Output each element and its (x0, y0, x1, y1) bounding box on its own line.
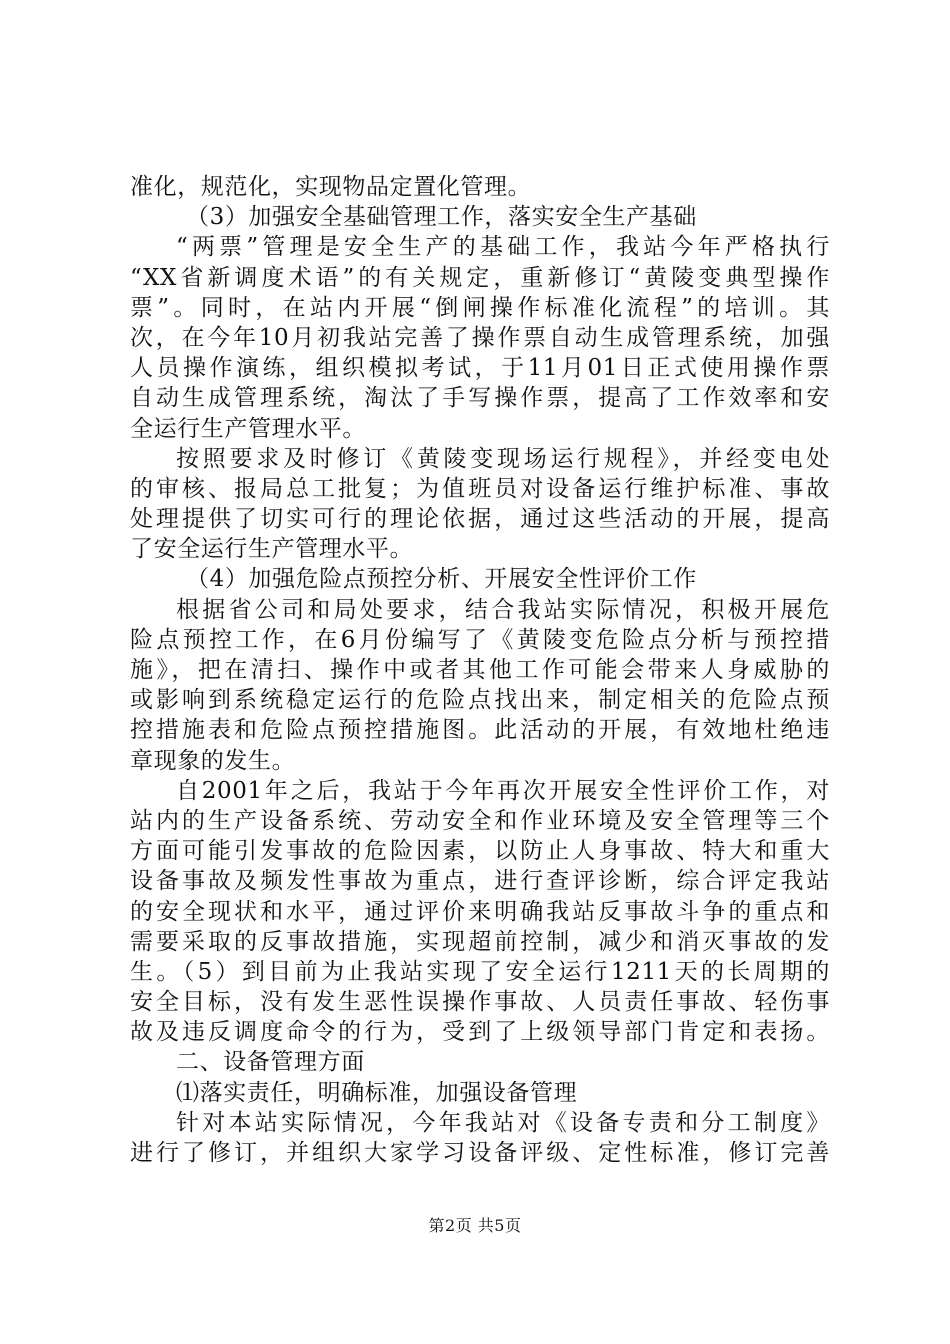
text-line: 生。（5）到目前为止我站实现了安全运行1211天的长周期的 (130, 958, 830, 985)
text-line: 了安全运行生产管理水平。 (130, 536, 414, 563)
text-line: 根据省公司和局处要求，结合我站实际情况，积极开展危 (176, 596, 830, 623)
text-line: 章现象的发生。 (130, 747, 296, 774)
text-line: 的安全现状和水平，通过评价来明确我站反事故斗争的重点和 (130, 898, 830, 925)
text-line: 方面可能引发事故的危险因素，以防止人身事故、特大和重大 (130, 838, 830, 865)
text-line: 站内的生产设备系统、劳动安全和作业环境及安全管理等三个 (130, 807, 830, 834)
text-line: 按照要求及时修订《黄陵变现场运行规程》，并经变电处 (176, 445, 830, 472)
text-line: 准化，规范化，实现物品定置化管理。 (130, 174, 532, 200)
text-line: 险点预控工作，在6月份编写了《黄陵变危险点分析与预控措 (130, 626, 830, 653)
text-line: 需要采取的反事故措施，实现超前控制，减少和消灭事故的发 (130, 928, 830, 955)
text-line: 自动生成管理系统，淘汰了手写操作票，提高了工作效率和安 (130, 385, 830, 412)
text-line: 进行了修订，并组织大家学习设备评级、定性标准，修订完善 (130, 1140, 830, 1166)
text-line: 安全目标，没有发生恶性误操作事故、人员责任事故、轻伤事 (130, 989, 830, 1016)
text-line: 施》，把在清扫、操作中或者其他工作可能会带来人身威胁的 (130, 657, 830, 683)
page-footer (0, 1213, 950, 1236)
text-line: 针对本站实际情况，今年我站对《设备专责和分工制度》 (176, 1109, 830, 1136)
text-line: 故及违反调度命令的行为，受到了上级领导部门肯定和表扬。 (130, 1019, 830, 1046)
text-line: 自2001年之后，我站于今年再次开展安全性评价工作，对 (176, 777, 830, 804)
text-line: 票”。同时，在站内开展“倒闸操作标准化流程”的培训。其 (130, 294, 830, 321)
text-line: 处理提供了切实可行的理论依据，通过这些活动的开展，提高 (130, 506, 830, 533)
text-line: 设备事故及频发性事故为重点，进行查评诊断，综合评定我站 (130, 868, 830, 895)
section-heading: ⑴落实责任，明确标准，加强设备管理 (176, 1079, 578, 1106)
text-line: 人员操作演练，组织模拟考试，于11月01日正式使用操作票 (130, 355, 830, 382)
text-line: 次，在今年10月初我站完善了操作票自动生成管理系统，加强 (130, 324, 830, 351)
section-heading: 二、设备管理方面 (176, 1049, 365, 1076)
document-body (130, 172, 830, 1168)
text-line: 的审核、报局总工批复；为值班员对设备运行维护标准、事故 (130, 475, 830, 502)
text-line: “两票”管理是安全生产的基础工作，我站今年严格执行 (176, 234, 830, 261)
text-line: 控措施表和危险点预控措施图。此活动的开展，有效地杜绝违 (130, 717, 830, 744)
text-line: 全运行生产管理水平。 (130, 415, 366, 442)
page-number-label: 第2页 共5页 (428, 1216, 522, 1235)
text-line: “XX省新调度术语”的有关规定，重新修订“黄陵变典型操作 (130, 264, 830, 291)
section-heading: （4）加强危险点预控分析、开展安全性评价工作 (186, 566, 697, 593)
section-heading: （3）加强安全基础管理工作，落实安全生产基础 (186, 204, 697, 231)
text-line: 或影响到系统稳定运行的危险点找出来，制定相关的危险点预 (130, 687, 830, 714)
